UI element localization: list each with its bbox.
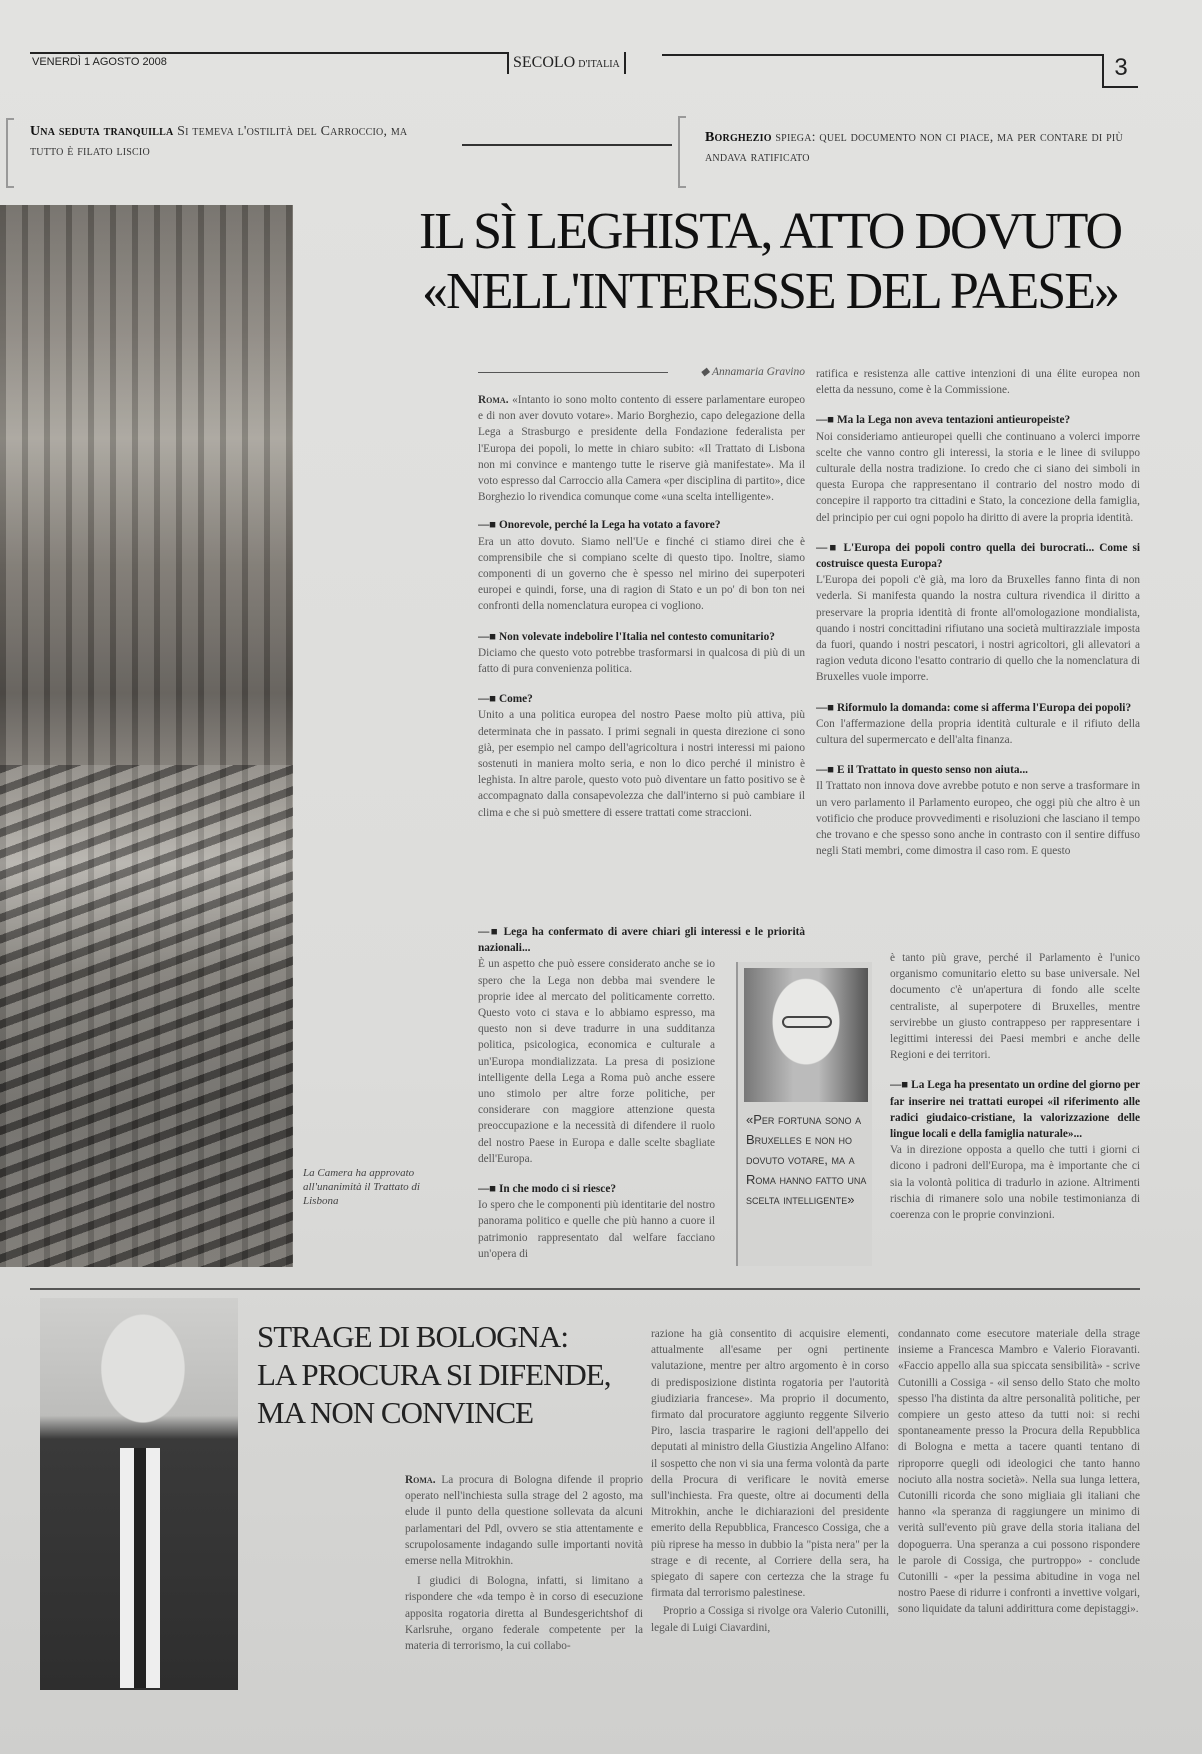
- question: —■ Riformulo la domanda: come si afferma l'Europa dei popoli?: [816, 700, 1140, 716]
- answer: Era un atto dovuto. Siamo nell'Ue e finché ci stiamo direi che è comprensibile che si compiano scelte di questo tipo. Inoltre, siamo componenti di un governo che è spesso nel mirino dei superpoteri europei e quindi, forse, una di ragion di Stato e un po' di bon ton nei confronti della nomenclatura europea ci vogliono.: [478, 535, 805, 613]
- masthead-paper: [507, 52, 626, 74]
- question: —■ La Lega ha presentato un ordine del giorno per far inserire nei trattati europei «il riferimento alle radici giudaico-cristiane, la valorizzazione delle lingue locali e della famiglia naturale»...: [890, 1077, 1140, 1142]
- parliament-photo: [0, 205, 293, 1267]
- bologna-column-2: [651, 1326, 889, 1696]
- answer: Unito a una politica europea del nostro Paese molto più attiva, più determinata che in passato. I primi segnali in questa direzione ci sono già, per esempio nel campo dell'agricoltura i nostri interessi mi paiono sostenuti in maniera molto seria, e non lo dico perché il ministro è leghista. In altre parole, questo voto può diventare un fatto positivo se è accompagnato dalla consapevolezza che dall'interno si può cambiare il clima e che si può smettere di essere trattati come straccioni.: [478, 709, 805, 819]
- question: —■ Non volevate indebolire l'Italia nel contesto comunitario?: [478, 629, 805, 645]
- bologna-p3: razione ha già consentito di acquisire elementi, attualmente all'esame per ogni pertinente valutazione, mentre per altro argomento è in corso di predisposizione distinta rogatoria per l'autorità giudiziaria francese». Ma proprio il documento, firmato dal procuratore aggiunto reggente Silverio Piro, lascia trasparire le ragioni dell'appello dei deputati al ministro della Giustizia Angelino Alfano: il sospetto che non vi sia una ferma volontà da parte della Procura di verificare le novità emerse sull'inchiesta. Fra queste, oltre ai documenti della Mitrokhin, anche le dichiarazioni del presidente emerito della Repubblica, Francesco Cossiga, che a più riprese ha messo in dubbio la "pista nera" per la strage e di recente, al Corriere della sera, ha spiegato di sapere con certezza che la strage fu firmata dal terrorismo palestinese.: [651, 1328, 889, 1600]
- main-headline: [405, 202, 1135, 322]
- procurator-photo: [40, 1298, 238, 1690]
- shirt: [120, 1448, 160, 1688]
- answer: ratifica e resistenza alle cattive intenzioni di una élite europea non eletta da nessuno, come è la Commissione.: [816, 368, 1140, 397]
- lead-city: Roma.: [478, 394, 509, 406]
- pull-quote: «Per fortuna sono a Bruxelles e non ho dovuto votare, ma a Roma hanno fatto una scelta intelligente»: [746, 1112, 867, 1207]
- bologna-column-3: [898, 1326, 1140, 1696]
- kicker-bracket-right: [678, 116, 686, 188]
- kicker-divider: [462, 144, 672, 146]
- question: —■ Onorevole, perché la Lega ha votato a favore?: [478, 517, 805, 533]
- kicker-right: [705, 128, 1125, 168]
- article-column-1: [478, 392, 805, 952]
- photo-floor: [0, 765, 293, 1267]
- bologna-p4: Proprio a Cossiga si rivolge ora Valerio Cutonilli, legale di Luigi Ciavardini,: [651, 1605, 889, 1634]
- question: —■ Come?: [478, 691, 805, 707]
- masthead-rule-left: [30, 52, 508, 54]
- answer: Va in direzione opposta a quello che tutti i giorni ci dicono i padroni dell'Europa, ma è importante che ci sia la volontà politica di tradurlo in azione. Altrimenti rischia di rimanere solo una nobile testimonianza di coerenza con le proprie convinzioni.: [890, 1144, 1140, 1222]
- masthead-rule-right: [662, 54, 1102, 56]
- answer: Il Trattato non innova dove avrebbe potuto e non serve a trasformare in un vero parlamento il Parlamento europeo, che oggi più che altro è un votificio che produce provvedimenti e risoluzioni che lasciano il tempo che trovano e che spesso sono anche in contrasto con il sentire diffuso negli Stati membri, come dimostra il caso rom. E questo: [816, 780, 1140, 858]
- paper-name: SECOLO: [513, 54, 576, 71]
- kicker-right-text: spiega: quel documento non ci piace, ma per contare di più andava ratificato: [705, 130, 1123, 165]
- headline-line-2: «NELL'INTERESSE DEL PAESE»: [422, 263, 1118, 320]
- inset-box: [736, 962, 872, 1266]
- bologna-p5: condannato come esecutore materiale della strage insieme a Francesca Mambro e Valerio Fioravanti. «Faccio appello alla sua spiccata sensibilità» - scrive Cutonilli a Cossiga - «il senso dello Stato che molto spesso l'ha distinta da altre personalità politiche, per compiere un gesto atteso da tutti noi: si rechi spontaneamente presso la Procura della Repubblica di Bologna e metta a tacere quanti tentano di riproporre quegli odi ideologici che tanto hanno nociuto alla nostra società». Nella sua lunga lettera, Cutonilli ricorda che sono migliaia gli italiani che hanno «la speranza di raggiungere un minimo di verità sull'evento più grave della storia italiana del dopoguerra. Una speranza a cui possono rispondere le parole di Cossiga, che purtroppo» - conclude Cutonilli - «per la pessima abitudine in voga nel nostro Paese di ridurre i confronti a invettive volgari, sono liquidate da taluni addirittura come depistaggi».: [898, 1328, 1140, 1616]
- borghezio-photo: [744, 968, 868, 1102]
- kicker-bracket-left: [6, 118, 14, 188]
- answer: L'Europa dei popoli c'è già, ma loro da Bruxelles fanno finta di non vederla. Si manifesta quando la nostra cultura rivendica il diritto a preservare la propria identità di fronte all'omologazione mondialista, quando i nostri concittadini rifiutano una società multirazziale imposta da fuori, quando i nostri pescatori, i nostri agricoltori, gli allevatori a ragion veduta dicono l'esatto contrario di quello che la nomenclatura di Bruxelles vuole imporre.: [816, 574, 1140, 684]
- byline-author: Annamaria Gravino: [712, 366, 805, 378]
- bologna-lead-city: Roma.: [405, 1474, 436, 1486]
- bologna-p1: La procura di Bologna difende il proprio operato nell'inchiesta sulla strage del 2 agosto, ma elude il punto della questione sollevata da alcuni parlamentari del Pdl, ovvero se stia attentamente e scrupolosamente indagando sulle importanti novità emerse nella Mitrokhin.: [405, 1474, 643, 1568]
- bologna-p2: I giudici di Bologna, infatti, si limitano a rispondere che «da tempo è in corso di esecuzione apposita rogatoria diretta al Bundesgerichtshof di Karlsruhe, organo federale competente per la materia di terrorismo, la cui collabo-: [405, 1575, 643, 1653]
- answer: Con l'affermazione della propria identità culturale e il rifiuto della cultura del supermercato e dell'alta finanza.: [816, 717, 1140, 747]
- bologna-headline: [257, 1318, 647, 1432]
- question: —■ E il Trattato in questo senso non aiuta...: [816, 762, 1140, 778]
- bologna-headline-2: LA PROCURA SI DIFENDE,: [257, 1357, 611, 1392]
- lead-paragraph: «Intanto io sono molto contento di essere parlamentare europeo e di non aver dovuto votare». Mario Borghezio, capo delegazione della Lega a Strasburgo e presidente della Fondazione federalista per l'Europa dei popoli, lo mette in chiaro subito: «Il Trattato di Lisbona non mi convince e mantengo tutte le riserve già manifestate». Ma il voto espresso dal Carroccio alla Camera «per disciplina di partito», dice Borghezio lo rivendica comunque come «una scelta intelligente».: [478, 394, 805, 504]
- headline-line-1: IL SÌ LEGHISTA, ATTO DOVUTO: [418, 203, 1122, 260]
- glasses: [782, 1016, 832, 1028]
- bologna-headline-3: MA NON CONVINCE: [257, 1395, 534, 1430]
- question: —■ L'Europa dei popoli contro quella dei burocrati... Come si costruisce questa Europa?: [816, 540, 1140, 572]
- kicker-right-bold: Borghezio: [705, 130, 772, 145]
- section-divider: [30, 1288, 1140, 1290]
- byline-rule: [478, 372, 668, 373]
- answer: Diciamo che questo voto potrebbe trasformarsi in qualcosa di più di un fatto di pura convenienza politica.: [478, 646, 805, 676]
- answer: È un aspetto che può essere considerato anche se io spero che la Lega non debba mai svendere le proprie idee al mercato del politicamente corretto. Questo voto ci stava e lo abbiamo espresso, ma questo non si deve tradurre in una sudditanza politica, psicologica, economica e culturale a un'Europa mondializzata. La presa di posizione intelligente della Lega a Roma può anche essere uno stimolo per altre forze politiche, per considerare con maggiore attenzione questa preoccupazione e la necessità di difendere il ruolo del nostro Paese in Europa e dalle scelte sbagliate dell'Europa.: [478, 958, 715, 1165]
- bologna-headline-1: STRAGE DI BOLOGNA:: [257, 1319, 568, 1354]
- answer: Noi consideriamo antieuropei quelli che continuano a volerci imporre scelte che vanno contro gli interessi, la storia e le linee di sviluppo culturale della nostra tradizione. Io credo che ci siano dei simboli in questa Europa che rappresentano il contrario del nostro modo di concepire il rapporto tra cittadini e Stato, la concezione della famiglia, del principio per cui ogni popolo ha diritto di avere la propria identità.: [816, 430, 1140, 524]
- question: —■ Lega ha confermato di avere chiari gli interessi e le priorità nazionali...: [478, 924, 805, 956]
- answer: Io spero che le componenti più identitarie del nostro panorama politico e quelle che più hanno a cuore il patrimonio rappresentato dal welfare facciano un'opera di: [478, 1199, 715, 1260]
- byline: ◆ Annamaria Gravino: [700, 366, 805, 378]
- article-column-2: [816, 366, 1140, 946]
- answer: è tanto più grave, perché il Parlamento è l'unico organismo comunitario eletto su base universale. Nel documento c'è un'apertura di fondo alle scelte centraliste, al superpotere di Bruxelles, mentre servirebbe un giusto contrappeso per rappresentare i legittimi interessi dei Paesi membri e anche delle Regioni e dei territori.: [890, 952, 1140, 1062]
- question: —■ Ma la Lega non aveva tentazioni antieuropeiste?: [816, 412, 1140, 428]
- paper-suffix: D'ITALIA: [578, 59, 620, 70]
- kicker-left: [30, 122, 430, 162]
- bologna-column-1: [405, 1472, 643, 1694]
- kicker-left-text: Si temeva l'ostilità del Carroccio, ma tutto è filato liscio: [30, 124, 408, 159]
- page-number: 3: [1102, 54, 1138, 88]
- article-column-2-lower: [890, 950, 1140, 1266]
- masthead-date: VENERDÌ 1 AGOSTO 2008: [32, 56, 167, 68]
- photo-caption: La Camera ha approvato all'unanimità il Trattato di Lisbona: [303, 1167, 420, 1207]
- question: —■ In che modo ci si riesce?: [478, 1181, 805, 1197]
- kicker-left-bold: Una seduta tranquilla: [30, 124, 174, 139]
